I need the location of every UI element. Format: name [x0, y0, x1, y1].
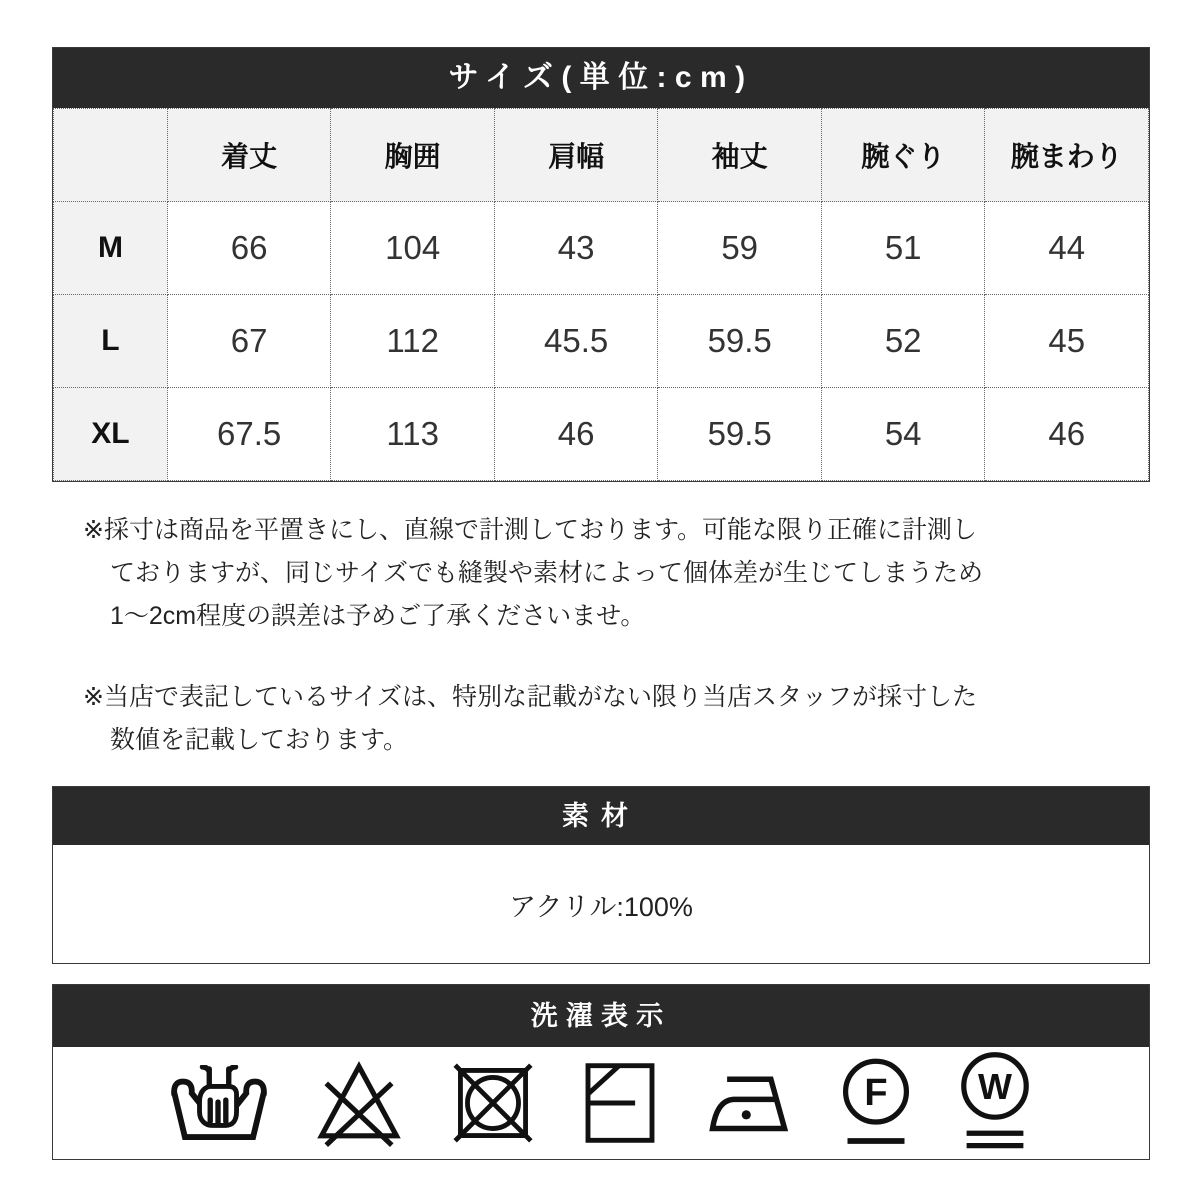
column-header: 肩幅: [494, 109, 658, 202]
size-value-cell: 59.5: [658, 388, 822, 481]
dry-clean-letter: F: [864, 1071, 888, 1114]
size-value-cell: 46: [494, 388, 658, 481]
do-not-tumble-dry-icon: [448, 1059, 538, 1147]
iron-low-heat-icon: [702, 1072, 796, 1134]
table-row-xl: [54, 388, 1149, 481]
size-value-cell: 104: [331, 202, 495, 295]
column-header: 腕ぐり: [821, 109, 985, 202]
size-label: XL: [54, 388, 168, 481]
wet-clean-icon: [956, 1050, 1034, 1156]
material-value: アクリル:100%: [509, 891, 693, 922]
size-value-cell: 67.5: [167, 388, 331, 481]
material-body: [53, 845, 1149, 963]
size-value-cell: 59: [658, 202, 822, 295]
material-section: [52, 786, 1150, 964]
size-value-cell: 52: [821, 295, 985, 388]
size-value-cell: 67: [167, 295, 331, 388]
wet-clean-letter: W: [978, 1066, 1012, 1108]
column-header: 腕まわり: [985, 109, 1149, 202]
size-value-cell: 112: [331, 295, 495, 388]
size-value-cell: 66: [167, 202, 331, 295]
table-row-m: [54, 202, 1149, 295]
size-table-header-row: [54, 109, 1149, 202]
note-line: 数値を記載しております。: [110, 726, 409, 754]
dry-clean-petroleum-icon: [838, 1055, 914, 1151]
size-value-cell: 54: [821, 388, 985, 481]
corner-cell: [54, 109, 168, 202]
size-table-title-bar: [53, 48, 1149, 108]
laundry-care-section: [52, 984, 1150, 1160]
table-row-l: [54, 295, 1149, 388]
laundry-care-title-bar: 洗濯表示: [53, 985, 1149, 1047]
size-table-section: [52, 47, 1150, 482]
size-label: L: [54, 295, 168, 388]
size-value-cell: 51: [821, 202, 985, 295]
note-measurement-accuracy: [83, 509, 1150, 638]
care-icons-row: [53, 1047, 1149, 1159]
note-line: ※採寸は商品を平置きにし、直線で計測しております。可能な限り正確に計測し: [83, 516, 977, 544]
size-value-cell: 44: [985, 202, 1149, 295]
material-title-bar: 素材: [53, 787, 1149, 845]
size-label: M: [54, 202, 168, 295]
note-line: ※当店で表記しているサイズは、特別な記載がない限り当店スタッフが採寸した: [83, 683, 977, 711]
do-not-bleach-icon: [312, 1059, 406, 1147]
note-staff-measured: [83, 676, 1150, 762]
size-value-cell: 45: [985, 295, 1149, 388]
measurement-notes: [52, 509, 1150, 762]
note-line: ておりますが、同じサイズでも縫製や素材によって個体差が生じてしまうため: [110, 559, 984, 587]
note-line: 1〜2cm程度の誤差は予めご了承くださいませ。: [110, 602, 646, 630]
size-value-cell: 59.5: [658, 295, 822, 388]
column-header: 胸囲: [331, 109, 495, 202]
column-header: 着丈: [167, 109, 331, 202]
size-value-cell: 45.5: [494, 295, 658, 388]
size-value-cell: 43: [494, 202, 658, 295]
size-value-cell: 113: [331, 388, 495, 481]
flat-dry-in-shade-icon: [580, 1060, 660, 1146]
size-table-title: サイズ(単位:cm): [448, 61, 754, 94]
hand-wash-icon: [168, 1065, 270, 1141]
size-table: [53, 108, 1149, 481]
size-value-cell: 46: [985, 388, 1149, 481]
column-header: 袖丈: [658, 109, 822, 202]
